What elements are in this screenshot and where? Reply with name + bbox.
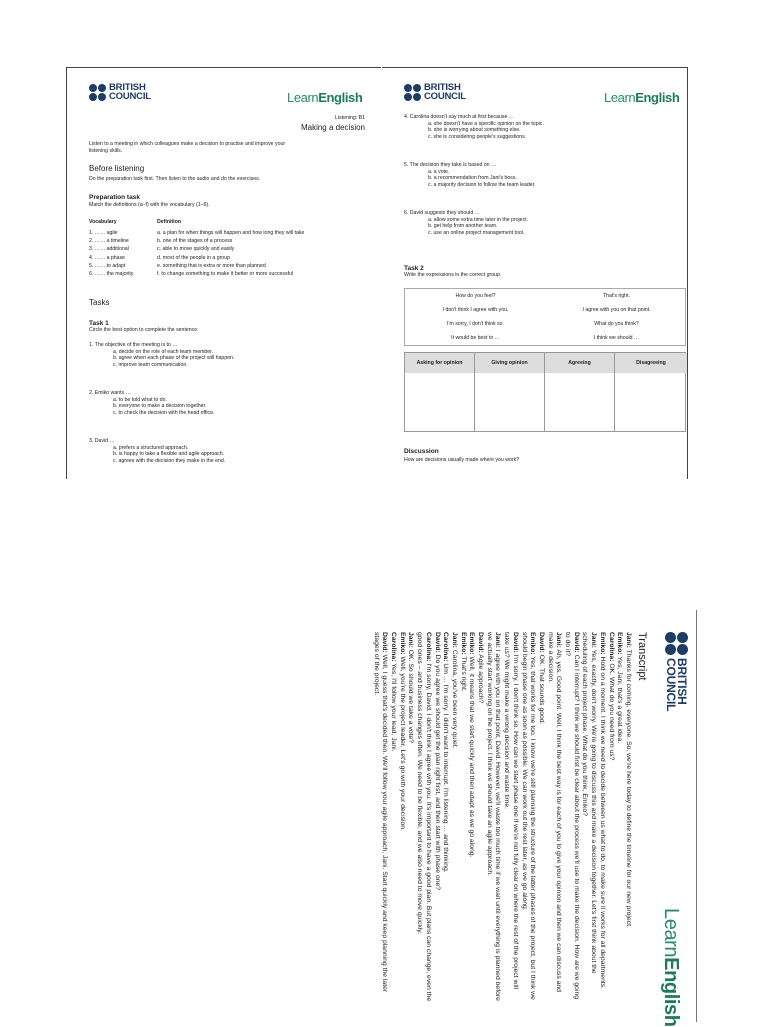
transcript-line xyxy=(606,632,615,1002)
definition-heading: Definition xyxy=(157,219,181,225)
transcript-line xyxy=(371,632,388,1002)
speaker-name: David: xyxy=(433,632,441,653)
transcript-line xyxy=(388,632,397,1002)
transcript-line xyxy=(441,632,450,1002)
level-label: Listening: B1 xyxy=(335,115,365,121)
speech-text: Well, I guess that's decided then. We'll follow your agile approach, Jani. Start quickly and keep planning the later stages of the project. xyxy=(372,632,389,993)
speaker-name: Jani: xyxy=(625,632,632,648)
transcript-line xyxy=(580,632,597,1002)
transcript-line xyxy=(458,632,467,1002)
question-3: 3. David … a. prefers a structured approach. b. is happy to take a flexible and agile approach. c. agrees with the decision they make in the end. xyxy=(89,438,226,464)
question-5: 5. The decision they take is based on … a. a vote. b. a recommendation from Jani's boss. c. a majority decision to follow the team leader. xyxy=(404,162,536,188)
question-1: 1. The objective of the meeting is to … a. decide on the role of each team member. b. agree when each phase of the project will happen. c. improve team communication. xyxy=(89,342,235,368)
speaker-name: Jani: xyxy=(407,632,415,648)
speech-text: OK. That sounds good. xyxy=(537,652,545,725)
table-cell[interactable] xyxy=(405,373,475,431)
expression: What do you think? xyxy=(594,321,639,327)
speech-text: Yes, that works for me too. I know we're still planning the structure of the latter phases of the project, but I think we should begin phase one as soon as possible. We can work out the rest later, as we go along. xyxy=(520,632,537,1000)
speech-text: Can I interrupt? I think we should first be clear about the process we'll use to make the decision. How are we going to do it? xyxy=(564,632,580,1000)
british-council-logo: BRITISH COUNCIL xyxy=(665,632,688,711)
task2-heading: Task 2 xyxy=(404,265,424,272)
vocab-list: 1. …… agile 2. …… a timeline 3. …… additional 4. …… a phase 5. …… to adapt 6. …… the majority xyxy=(89,230,134,278)
intro-text: Listen to a meeting in which colleagues make a decision to practise and improve your listening skills. xyxy=(89,141,286,154)
table-cell[interactable] xyxy=(615,373,687,431)
tasks-heading: Tasks xyxy=(89,298,110,307)
groups-table xyxy=(404,352,686,432)
transcript-line xyxy=(536,632,545,1002)
expression: I don't think I agree with you. xyxy=(442,307,509,313)
definition-list: a. a plan for when things will happen and how long they will take b. one of the stages of a process c. able to move quickly and easily d. most of the people in a group e. something that is extra or more than planned f. to change something to make it better or more successful xyxy=(157,230,305,278)
transcript-line xyxy=(484,632,501,1002)
speech-text: Hold on a moment. I think we need to decide between us what to do, to make sure it works for all departments. xyxy=(598,654,606,990)
question-2: 2. Emiko wants … a. to be told what to do. b. everyone to make a decision together. c. to check the decision with the head office. xyxy=(89,390,215,416)
before-listening-heading: Before listening xyxy=(89,164,145,173)
worksheet-page-1 xyxy=(66,67,381,479)
page-title: Making a decision xyxy=(300,123,365,132)
speaker-name: Carolina: xyxy=(607,632,615,662)
speech-text: Carolina, you've been very quiet. xyxy=(450,647,458,749)
transcript-line xyxy=(623,632,632,1002)
speech-text: Agile approach? xyxy=(477,652,485,704)
question-6: 6. David suggests they should … a. allow some extra time later in the project. b. get help from another team. c. use an online project management tool. xyxy=(404,210,529,236)
speech-text: Well, you're the project leader. Let's go with your decision. xyxy=(398,654,406,831)
speaker-name: Carolina: xyxy=(424,632,432,662)
speech-text: I agree with you on that point, David. However, we'll waste too much time if we wait until everything is planned before we actually start working on the project. I think we should take an agile approach. xyxy=(485,632,502,1001)
expression: It would be best to … xyxy=(451,335,500,341)
learnenglish-logo: LearnEnglish xyxy=(287,90,363,105)
learnenglish-logo: LearnEnglish xyxy=(660,908,682,1027)
transcript-line xyxy=(475,632,484,1002)
transcript-line xyxy=(449,632,458,1002)
expression: I'm sorry, I don't think so. xyxy=(447,321,504,327)
expression: I agree with you on that point. xyxy=(582,307,651,313)
british-council-logo: BRITISH COUNCIL xyxy=(404,84,466,101)
prep-task-text: Match the definitions (a–f) with the vocabulary (1–6). xyxy=(89,202,210,208)
transcript-line xyxy=(562,632,579,1002)
transcript-line xyxy=(597,632,606,1002)
task1-text: Circle the best option to complete the sentence. xyxy=(89,327,199,333)
question-4: 4. Carolina doesn't say much at first because … a. she doesn't have a specific opinion on the topic. b. she is worrying about something else. c. she is considering people's suggestions. xyxy=(404,114,544,140)
transcript-heading: Transcript xyxy=(636,632,648,681)
transcript-line xyxy=(467,632,476,1002)
speaker-name: Emiko: xyxy=(459,632,467,655)
speaker-name: Emiko: xyxy=(468,632,476,655)
speech-text: OK. What do you need from us? xyxy=(607,661,615,761)
task2-text: Write the expressions in the correct group. xyxy=(404,272,502,278)
speech-text: That's right. xyxy=(459,654,467,692)
speaker-name: David: xyxy=(572,632,580,653)
transcript-line xyxy=(397,632,406,1002)
before-listening-text: Do the preparation task first. Then listen to the audio and do the exercises. xyxy=(89,176,261,182)
transcript-line xyxy=(432,632,441,1002)
speech-text: Well, it means that we start quickly and then adapt as we go along. xyxy=(468,654,476,858)
speech-text: Um … I'm sorry. I didn't want to interrupt. I'm listening … and thinking. xyxy=(442,661,450,873)
transcript-page xyxy=(143,610,698,1027)
task1-heading: Task 1 xyxy=(89,320,109,327)
table-cell[interactable] xyxy=(545,373,615,431)
speaker-name: Emiko: xyxy=(398,632,406,655)
speech-text: Do you agree we should get the plan right first, and then start with phase one? xyxy=(433,652,441,891)
speech-text: Thanks for coming, everyone. So, we're here today to define the timeline for our new project. xyxy=(625,647,632,928)
expression: I think we should … xyxy=(593,335,640,341)
table-header: Agreeing xyxy=(545,353,615,373)
speech-text: Yes, Jani, that's a great idea. xyxy=(616,654,624,744)
speech-text: Yes, I'll follow your lead, Jani. xyxy=(390,661,398,752)
vocab-heading: Vocabulary xyxy=(89,219,117,225)
speaker-name: Carolina: xyxy=(390,632,398,662)
speaker-name: Jani: xyxy=(494,632,502,648)
transcript-line xyxy=(414,632,431,1002)
speaker-name: David: xyxy=(511,632,519,653)
transcript-line xyxy=(501,632,518,1002)
table-header: Giving opinion xyxy=(475,353,545,373)
speaker-name: Emiko: xyxy=(616,632,624,655)
transcript-line xyxy=(519,632,536,1002)
transcript-line xyxy=(545,632,562,1002)
logo-dots-icon xyxy=(404,84,421,101)
table-header: Asking for opinion xyxy=(405,353,475,373)
prep-task-heading: Preparation task xyxy=(89,194,140,201)
speaker-name: Emiko: xyxy=(598,632,606,655)
speech-text: I'm sorry, I don't think so. How can we start phase one if we're not fully clear on where the rest of the project will take us? We might make a wrong decision and waste time. xyxy=(503,632,519,989)
logo-dots-icon xyxy=(665,632,688,655)
speech-text: Ah, yes. Good point. Well, I think the best way is for each of you to give your opinion and then we can discuss and make a decision. xyxy=(546,632,563,992)
speaker-name: Jani: xyxy=(555,632,563,648)
expression: That's right. xyxy=(603,293,630,299)
speech-text: OK. So should we take a vote? xyxy=(407,647,415,744)
learnenglish-logo: LearnEnglish xyxy=(604,90,680,105)
british-council-logo: BRITISH COUNCIL xyxy=(89,84,151,101)
speaker-name: Emiko: xyxy=(529,632,537,655)
transcript-line xyxy=(615,632,624,1002)
expression: How do you feel? xyxy=(455,293,496,299)
transcript-line xyxy=(406,632,415,1002)
speaker-name: Carolina: xyxy=(442,632,450,662)
expressions-box xyxy=(404,288,686,346)
speaker-name: David: xyxy=(537,632,545,653)
table-header: Disagreeing xyxy=(615,353,687,373)
speaker-name: Jani: xyxy=(590,632,598,648)
logo-dots-icon xyxy=(89,84,106,101)
speaker-name: Jani: xyxy=(450,632,458,648)
speech-text: I'm sorry, David. I don't think I agree with you. It's important to have a good plan. But plans can change, even the good ones – and business changes often. We need to be flexible, and we also need to move quickly. xyxy=(416,632,432,1002)
speaker-name: David: xyxy=(381,632,389,653)
discussion-heading: Discussion xyxy=(404,448,439,455)
worksheet-page-2 xyxy=(382,67,688,479)
speaker-name: David: xyxy=(477,632,485,653)
speech-text: Yes, exactly, don't worry. We're going to discuss this and make a decision together. Let's first think about the scheduling of each project phase. What do you think, Emiko? xyxy=(581,632,598,974)
transcript-body xyxy=(371,632,632,1002)
discussion-text: How are decisions usually made where you work? xyxy=(404,457,520,463)
table-cell[interactable] xyxy=(475,373,545,431)
